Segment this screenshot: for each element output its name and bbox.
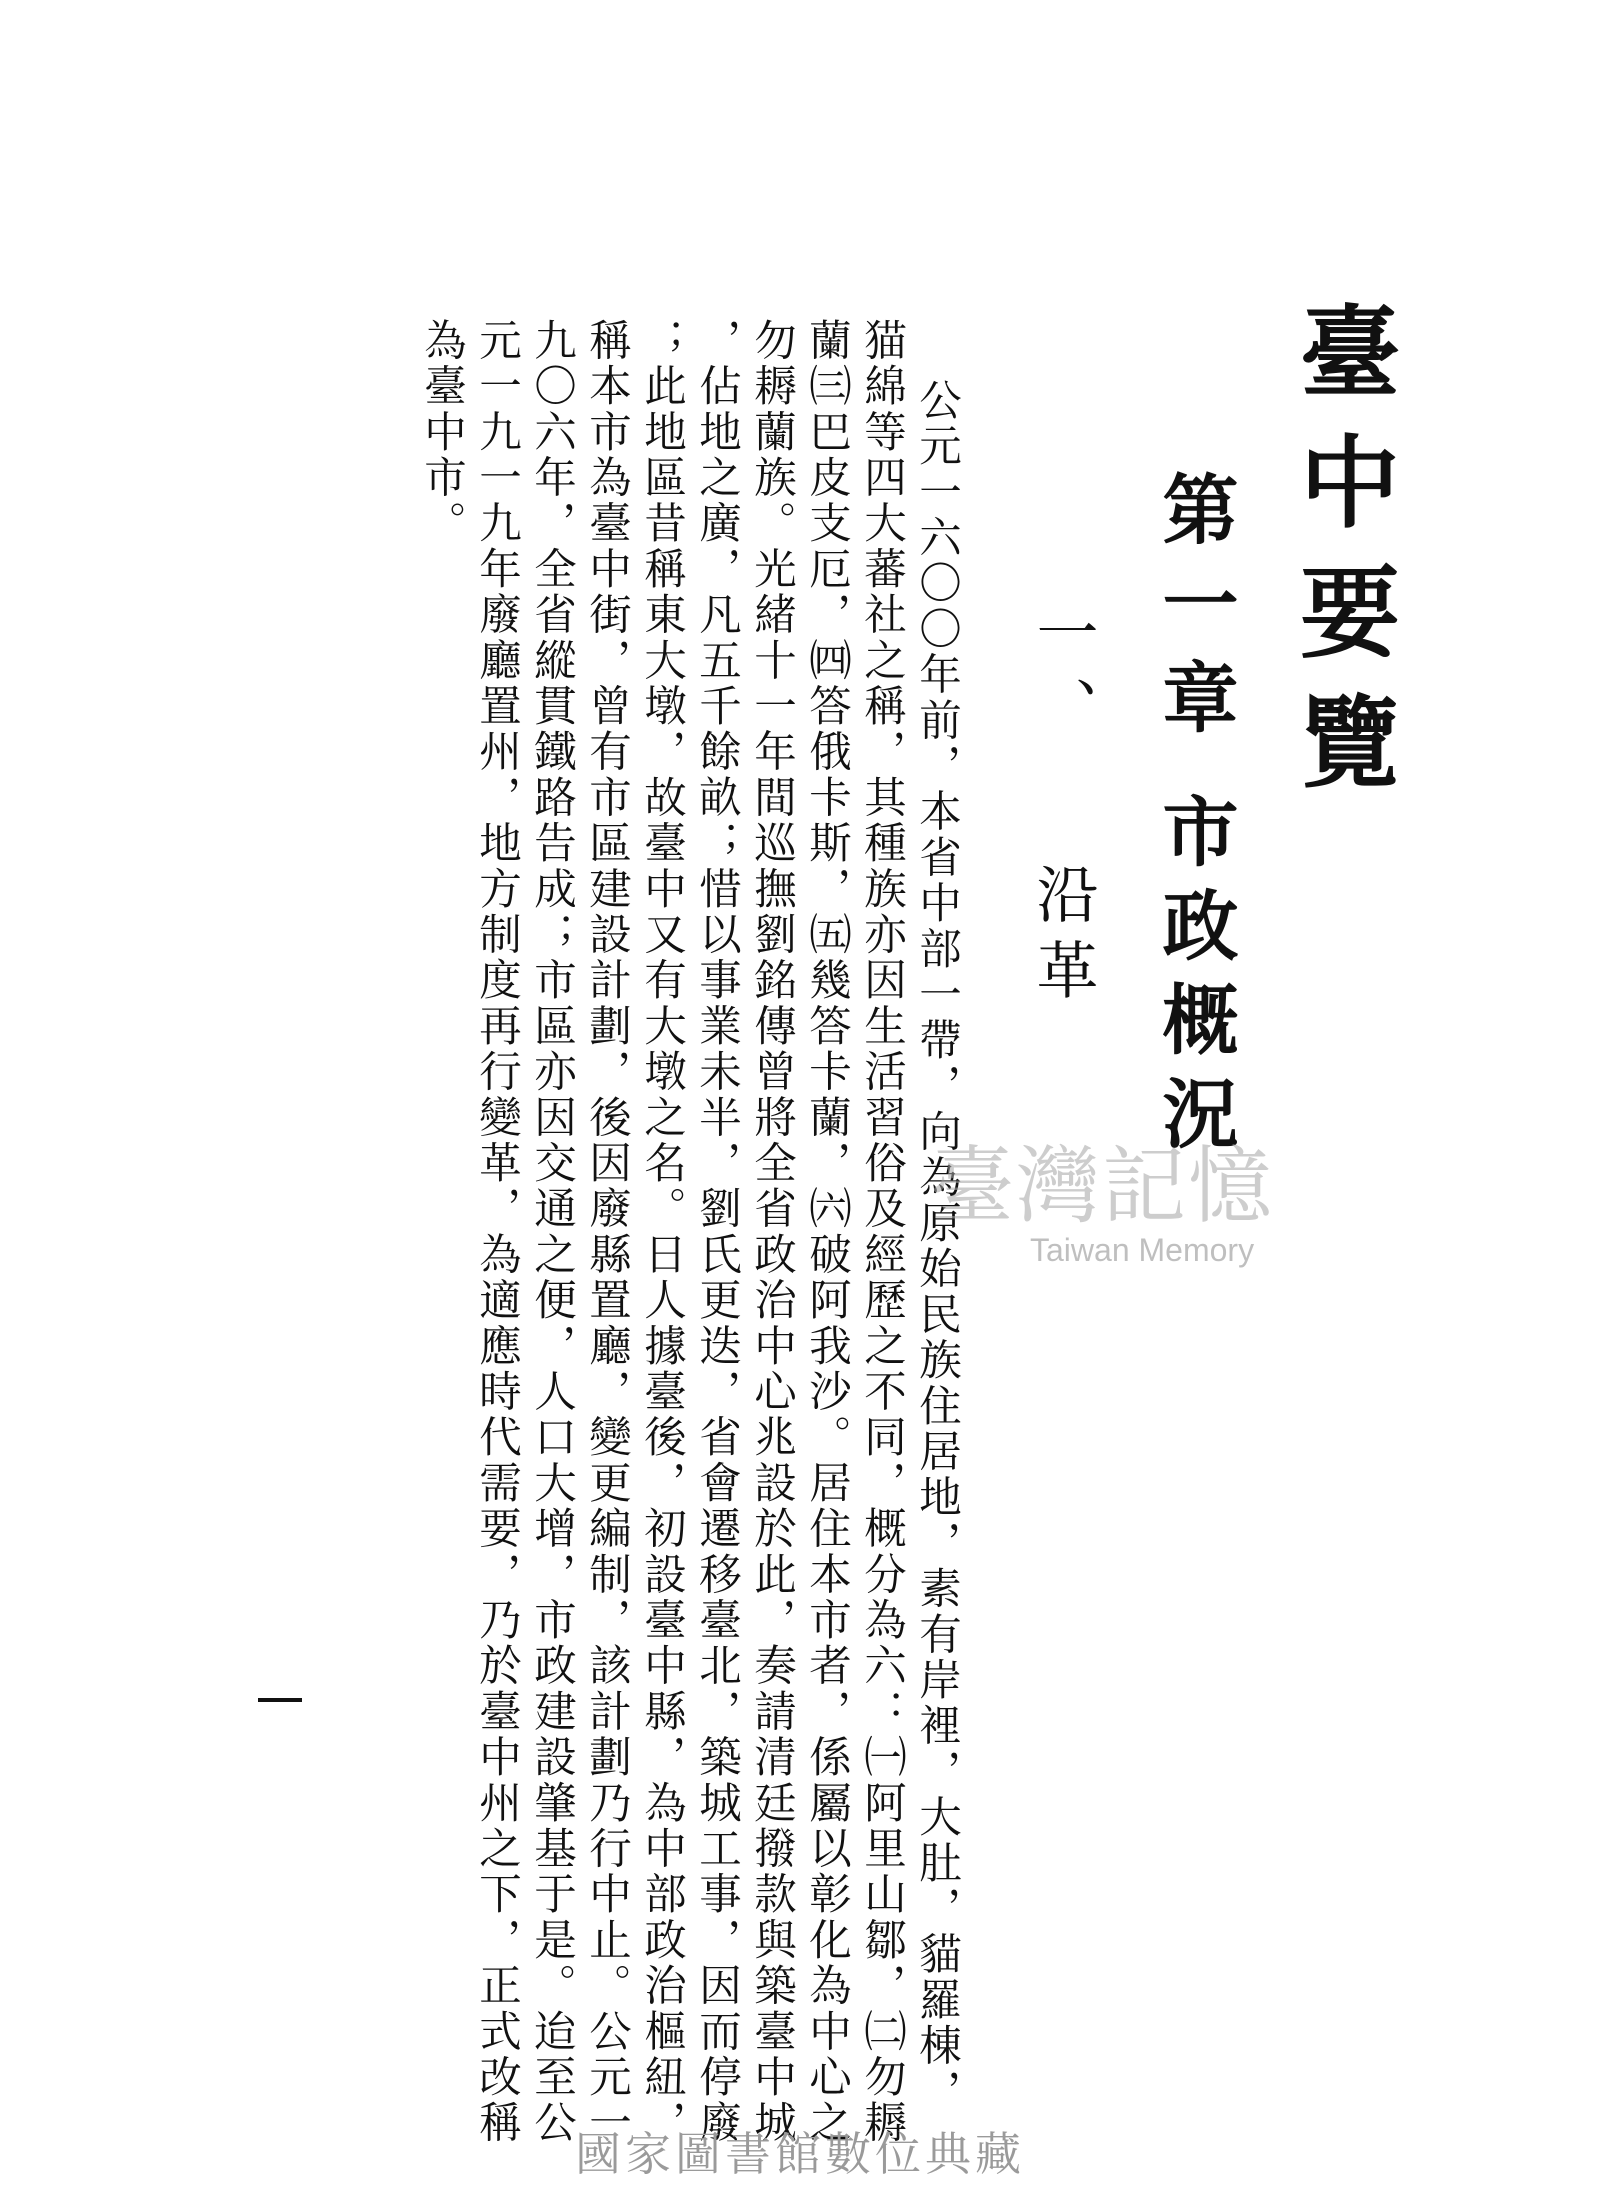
body-line: ；此地區昔稱東大墩，故臺中又有大墩之名。日人據臺後，初設臺中縣，為中部政治樞紐，	[637, 318, 686, 2146]
chapter-number: 第一章	[1150, 470, 1239, 752]
book-title: 臺中要覽	[1283, 300, 1401, 820]
body-line: 公元一六〇〇年前，本省中部一帶，向為原始民族住居地，素有岸裡，大肚，貓羅棟，	[912, 378, 961, 2115]
body-line: 元一九一九年廢廳置州，地方制度再行變革，為適應時代需要，乃於臺中州之下，正式改稱	[472, 318, 521, 2146]
watermark-chinese: 臺灣記憶	[930, 1137, 1275, 1235]
taiwan-memory-watermark	[930, 1137, 1310, 1269]
body-line: ，佔地之廣，凡五千餘畝；惜以事業未半，劉氏更迭，省會遷移臺北，築城工事，因而停廢	[692, 318, 741, 2146]
body-line: 勿耨蘭族。光緒十一年間巡撫劉銘傳曾將全省政治中心兆設於此，奏請清廷撥款與築臺中城	[747, 318, 796, 2146]
page-number	[258, 1698, 302, 1702]
chapter-heading	[1140, 470, 1249, 1168]
watermark-english: Taiwan Memory	[1030, 1232, 1255, 1268]
section-heading	[1018, 600, 1107, 1014]
chapter-title: 市政概況	[1150, 792, 1239, 1168]
body-line: 稱本市為臺中街，曾有市區建設計劃，後因廢縣置廳，變更編制，該計劃乃行中止。公元一	[582, 318, 631, 2146]
section-number: 一、	[1026, 600, 1099, 752]
footer-credit: 國家圖書館數位典藏	[575, 2127, 1025, 2181]
body-line: 蘭㈢巴皮支厄，㈣答俄卡斯，㈤幾答卡蘭，㈥破阿我沙。居住本市者，係屬以彰化為中心之	[802, 318, 851, 2146]
section-title: 沿革	[1026, 862, 1099, 1014]
body-line: 為臺中市。	[417, 318, 466, 547]
body-line: 猫綿等四大蕃社之稱，其種族亦因生活習俗及經歷之不同，概分為六：㈠阿里山鄒，㈡勿耨	[857, 318, 906, 2146]
body-line: 九〇六年，全省縱貫鐵路告成；市區亦因交通之便，人口大增，市政建設肇基于是。迨至公	[527, 318, 576, 2146]
